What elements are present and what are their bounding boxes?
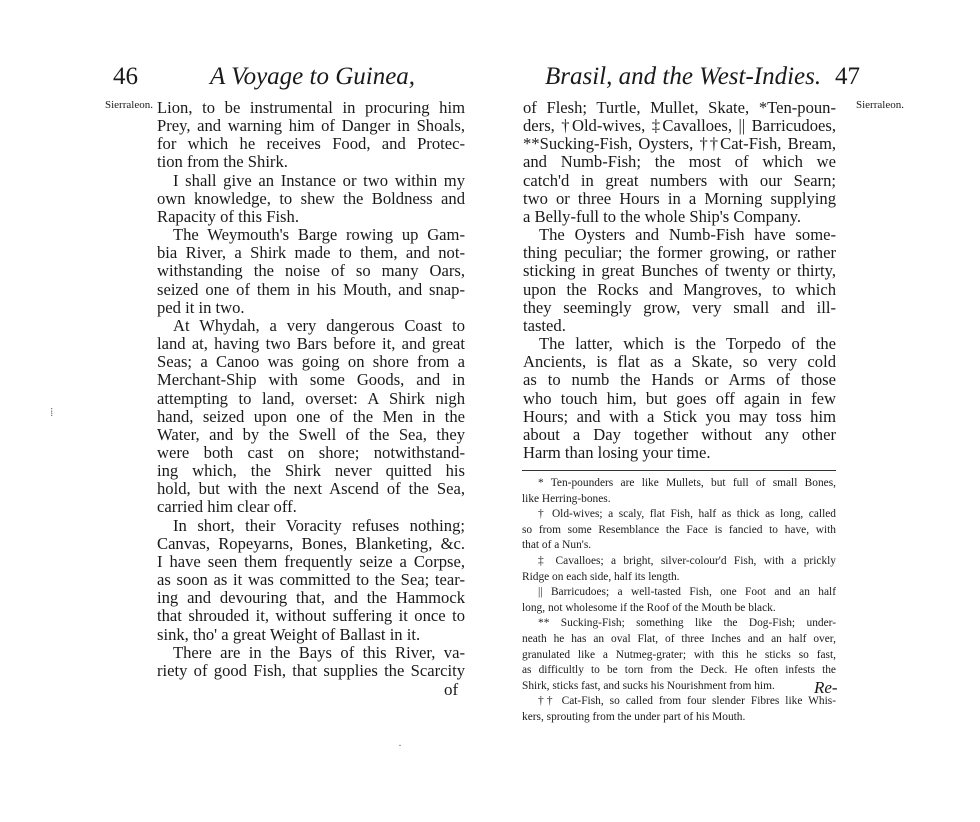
text-line: hand, seized upon one of the Men in the — [157, 406, 465, 426]
text-line: The latter, which is the Torpedo of the — [539, 334, 836, 354]
text-line: about a Day together without any other — [523, 424, 836, 444]
text-line: Hours; and with a Stick you may toss him — [523, 406, 836, 426]
text-line: land at, having two Bars before it, and great — [157, 334, 465, 354]
footnote-line: || Barricudoes; a well-tasted Fish, one Foot and an half — [538, 586, 836, 599]
text-line: two or three Hours in a Morning supplying — [523, 188, 836, 208]
text-line: for which he receives Food, and Protec- — [157, 134, 465, 154]
footnote-line: * Ten-pounders are like Mullets, but full of small Bones, — [538, 477, 836, 489]
text-line: who touch him, but goes off again in few — [523, 388, 836, 408]
footnote-line: like Herring-bones. — [522, 492, 611, 505]
text-line: The Oysters and Numb-Fish have some- — [539, 225, 836, 245]
text-line: upon the Rocks and Mangroves, to which — [523, 279, 836, 299]
text-line: as to numb the Hands or Arms of those — [523, 370, 836, 390]
left-catchword: of — [444, 680, 459, 699]
left-running-head: A Voyage to Guinea, — [210, 63, 416, 90]
text-line: attempting to land, overset: A Shirk nigh — [157, 388, 465, 408]
text-line: thing peculiar; the former growing, or rather — [523, 243, 836, 263]
footnote-line: Shirk, sticks fast, and sucks his Nourishment from him. — [522, 679, 775, 692]
text-line: a Belly-full to the whole Ship's Company. — [523, 206, 801, 226]
text-line: bia River, a Shirk made to them, and not- — [157, 243, 465, 263]
text-line: I have seen them frequently seize a Corpse, — [157, 551, 465, 571]
footnotes — [522, 476, 836, 726]
right-side-note: Sierraleon. — [856, 99, 904, 111]
footnote-line: Ridge on each side, half its length. — [522, 570, 680, 583]
text-line: and Numb-Fish; the most of which we — [523, 152, 836, 172]
footnote-line: that of a Nun's. — [522, 539, 592, 552]
margin-speck: · — [398, 738, 402, 752]
right-body-text — [523, 99, 836, 462]
margin-speck: ⁞ — [50, 405, 54, 419]
text-line: ders, †Old-wives, ‡Cavalloes, || Barricudoes, — [523, 116, 836, 136]
right-page — [398, 0, 980, 822]
footnote-line: † Old-wives; a scaly, flat Fish, half as thick as long, called — [538, 508, 836, 521]
right-running-head: Brasil, and the West-Indies. — [545, 63, 822, 90]
text-line: ing and devouring that, and the Hammock — [157, 588, 465, 608]
text-line: Rapacity of this Fish. — [157, 206, 299, 226]
text-line: tasted. — [523, 315, 566, 335]
footnote-rule — [522, 470, 836, 471]
footnote-line: ‡ Cavalloes; a bright, silver-colour'd Fish, with a prickly — [538, 554, 836, 567]
text-line: At Whydah, a very dangerous Coast to — [173, 315, 465, 335]
text-line: In short, their Voracity refuses nothing; — [173, 515, 465, 535]
text-line: that shrouded it, without suffering it once to — [157, 606, 465, 626]
left-page-number: 46 — [113, 63, 138, 90]
text-line: tion from the Shirk. — [157, 152, 288, 172]
text-line: seized one of them in his Mouth, and snap- — [157, 279, 465, 299]
text-line: own knowledge, to shew the Boldness and — [157, 188, 465, 208]
footnote-line: ** Sucking-Fish; something like the Dog-Fish; under- — [538, 617, 836, 630]
text-line: **Sucking-Fish, Oysters, ††Cat-Fish, Bream, — [523, 134, 836, 154]
text-line: Prey, and warning him of Danger in Shoals, — [157, 116, 465, 136]
footnote-line: long, not wholesome if the Roof of the Mouth be black. — [522, 601, 776, 614]
text-line: Seas; a Canoo was going on shore from a — [157, 352, 465, 372]
text-line: Merchant-Ship with some Goods, and in — [157, 370, 465, 390]
text-line: as soon as it was committed to the Sea; tear- — [157, 570, 465, 590]
right-catchword: Re- — [814, 678, 838, 697]
left-side-note: Sierraleon. — [105, 99, 153, 111]
text-line: Harm than losing your time. — [523, 442, 711, 462]
text-line: catch'd in great numbers with our Searn; — [523, 170, 836, 190]
text-line: withstanding the noise of so many Oars, — [157, 261, 465, 281]
footnote-line: neath he has an oval Flat, of three Inches and an half over, — [522, 632, 836, 645]
text-line: ped it in two. — [157, 297, 245, 317]
text-line: Water, and by the Swell of the Sea, they — [157, 424, 465, 444]
text-line: Lion, to be instrumental in procuring him — [157, 98, 465, 117]
text-line: riety of good Fish, that supplies the Scarcity — [157, 660, 465, 680]
footnote-line: as difficultly to be torn from the Deck. He often infests the — [522, 664, 836, 677]
footnote-line: granulated like a Nutmeg-grater; with this he sticks so fast, — [522, 648, 836, 661]
text-line: ing which, the Shirk never quitted his — [157, 461, 465, 481]
text-line: of Flesh; Turtle, Mullet, Skate, *Ten-poun- — [523, 98, 836, 117]
text-line: Ancients, is flat as a Skate, so very cold — [523, 352, 836, 372]
text-line: I shall give an Instance or two within my — [173, 170, 465, 190]
text-line: There are in the Bays of this River, va- — [173, 642, 465, 662]
text-line: carried him clear off. — [157, 497, 297, 517]
text-line: they seemingly grow, very small and ill- — [523, 297, 836, 317]
text-line: Canvas, Ropeyarns, Bones, Blanketing, &c. — [157, 533, 465, 553]
text-line: sink, tho' a great Weight of Ballast in it. — [157, 624, 421, 644]
text-line: The Weymouth's Barge rowing up Gam- — [173, 225, 465, 245]
text-line: were both cast on shore; notwithstand- — [157, 442, 465, 462]
footnote-line: kers, sprouting from the under part of his Mouth. — [522, 710, 746, 723]
text-line: sticking in great Bunches of twenty or thirty, — [523, 261, 836, 281]
text-line: hold, but with the next Ascend of the Sea, — [157, 479, 465, 499]
footnote-line: so from some Resemblance the Face is fancied to have, with — [522, 523, 836, 536]
footnote-line: †† Cat-Fish, so called from four slender Fibres like Whis- — [538, 695, 836, 708]
left-body-text — [157, 99, 465, 680]
right-page-number: 47 — [835, 63, 860, 90]
